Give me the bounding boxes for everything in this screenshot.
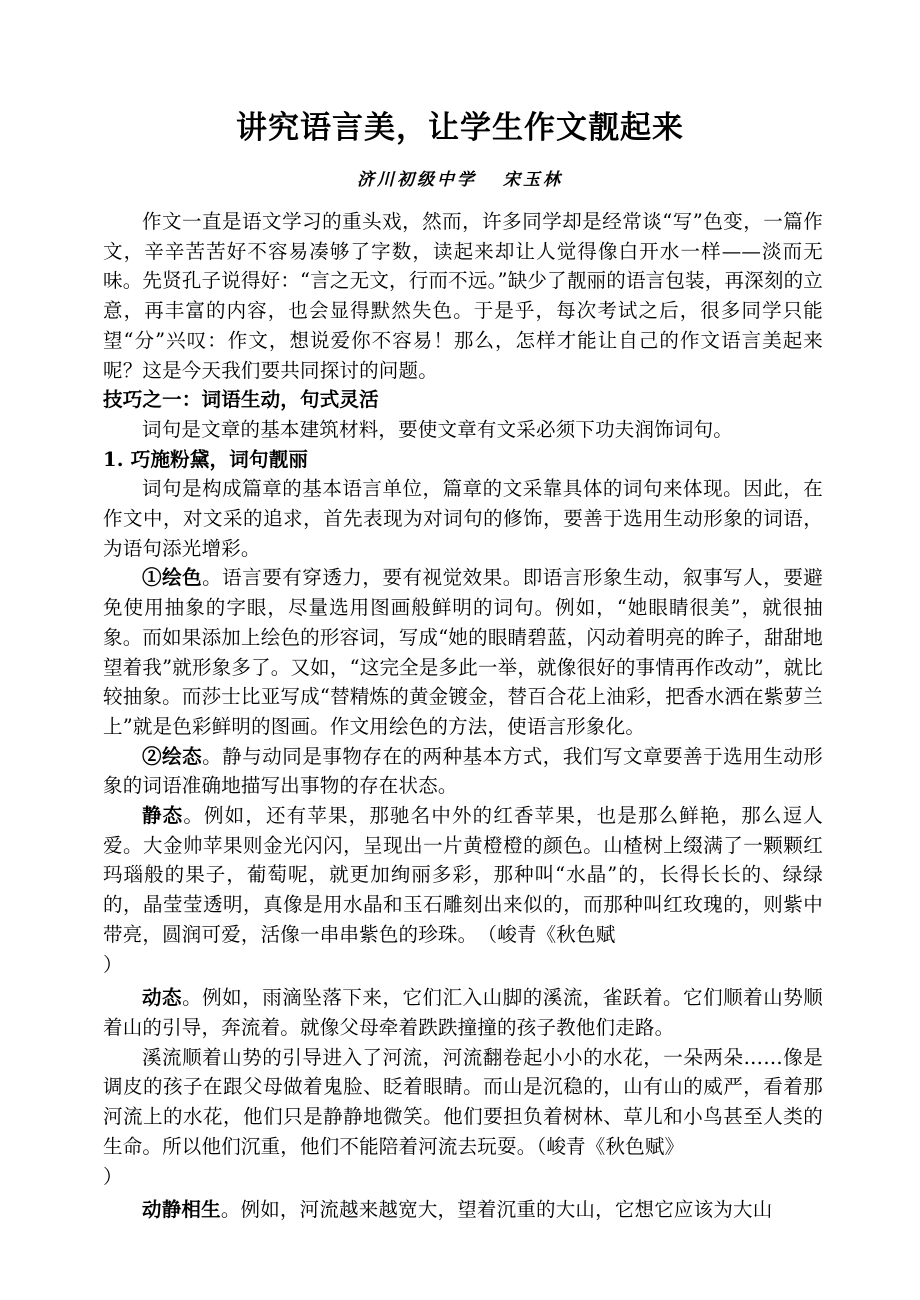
state-label: ②绘态 — [142, 744, 203, 768]
article-title: 讲究语言美，让学生作文靓起来 — [236, 110, 684, 146]
static-text: 。例如，还有苹果，那驰名中外的红香苹果，也是那么鲜艳，那么逗人爱。大金帅苹果则金光闪闪，呈现出一片黄橙橙的颜色。山楂树上缀满了一颗颗红玛瑙般的果子，葡萄呢，就更加绚丽多彩，那种叫“水晶”的，长得长长的、绿绿的，晶莹莹透明，真像是用水晶和玉石雕刻出来似的，而那种叫红玫瑰的，则紫中带亮，圆润可爱，活像一串串紫色的珍珠。 （峻青《秋色赋 — [103, 804, 824, 946]
subsection-heading: 1. 巧施粉黛，词句靓丽 — [103, 447, 309, 471]
color-paragraph — [103, 563, 823, 741]
mixed-label: 动静相生 — [142, 1198, 221, 1222]
mixed-paragraph — [103, 1195, 823, 1225]
color-text: 。语言要有穿透力，要有视觉效果。即语言形象生动，叙事写人，要避免使用抽象的字眼，尽量选用图画般鲜明的词句。例如，“她眼睛很美”，就很抽象。而如果添加上绘色的形容词，写成“她的眼睛碧蓝，闪动着明亮的眸子，甜甜地望着我”就形象多了。又如，“这完全是多此一举，就像很好的事情再作改动”，就比较抽象。而莎士比亚写成“替精炼的黄金镀金，替百合花上油彩，把香水洒在紫萝兰上”就是色彩鲜明的图画。作文用绘色的方法，使语言形象化。 — [103, 566, 824, 738]
state-text: 。静与动同是事物存在的两种基本方式，我们写文章要善于选用生动形象的词语准确地描写出事物的存在状态。 — [103, 744, 823, 798]
stream-citation-close: ） — [103, 1164, 123, 1188]
dynamic-paragraph — [103, 983, 823, 1042]
dynamic-label: 动态 — [142, 986, 183, 1010]
section-summary: 词句是文章的基本建筑材料，要使文章有文采必须下功夫润饰词句。 — [142, 417, 734, 441]
state-paragraph — [103, 742, 823, 801]
author-line — [0, 168, 920, 192]
intro-paragraph: 作文一直是语文学习的重头戏，然而，许多同学却是经常谈“写”色变，一篇作文，辛辛苦苦好不容易凑够了字数，读起来却让人觉得像白开水一样——淡而无味。先贤孔子说得好：“言之无文，行而不远。”缺少了靓丽的语言包装，再深刻的立意，再丰富的内容，也会显得默然失色。于是乎，每次考试之后，很多同学只能望“分”兴叹：作文，想说爱你不容易！那么，怎样才能让自己的作文语言美起来呢？这是今天我们要共同探讨的问题。 — [103, 210, 823, 382]
static-paragraph — [103, 801, 823, 950]
article-body — [103, 207, 823, 1225]
author-name: 宋玉林 — [503, 170, 563, 190]
color-label: ①绘色 — [142, 566, 203, 590]
section-heading: 技巧之一：词语生动，句式灵活 — [103, 388, 379, 412]
mixed-text: 。例如，河流越来越宽大，望着沉重的大山，它想它应该为大山 — [220, 1198, 773, 1222]
static-citation-close: ） — [103, 952, 123, 976]
dynamic-text: 。例如，雨滴坠落下来，它们汇入山脚的溪流，雀跃着。它们顺着山势顺着山的引导，奔流着。就像父母牵着跌跌撞撞的孩子教他们走路。 — [103, 986, 823, 1039]
static-label: 静态 — [142, 804, 184, 828]
author-school: 济川初级中学 — [357, 170, 477, 190]
stream-paragraph: 溪流顺着山势的引导进入了河流，河流翻卷起小小的水花，一朵两朵……像是调皮的孩子在跟父母做着鬼脸、眨着眼睛。而山是沉稳的，山有山的威严，看着那河流上的水花，他们只是静静地微笑。他们要担负着树林、草儿和小鸟甚至人类的生命。所以他们沉重，他们不能陪着河流去玩耍。（峻青《秋色赋》 — [103, 1045, 823, 1158]
subsection-paragraph: 词句是构成篇章的基本语言单位，篇章的文采靠具体的词句来体现。因此，在作文中，对文采的追求，首先表现为对词句的修饰，要善于选用生动形象的词语，为语句添光增彩。 — [103, 477, 823, 560]
